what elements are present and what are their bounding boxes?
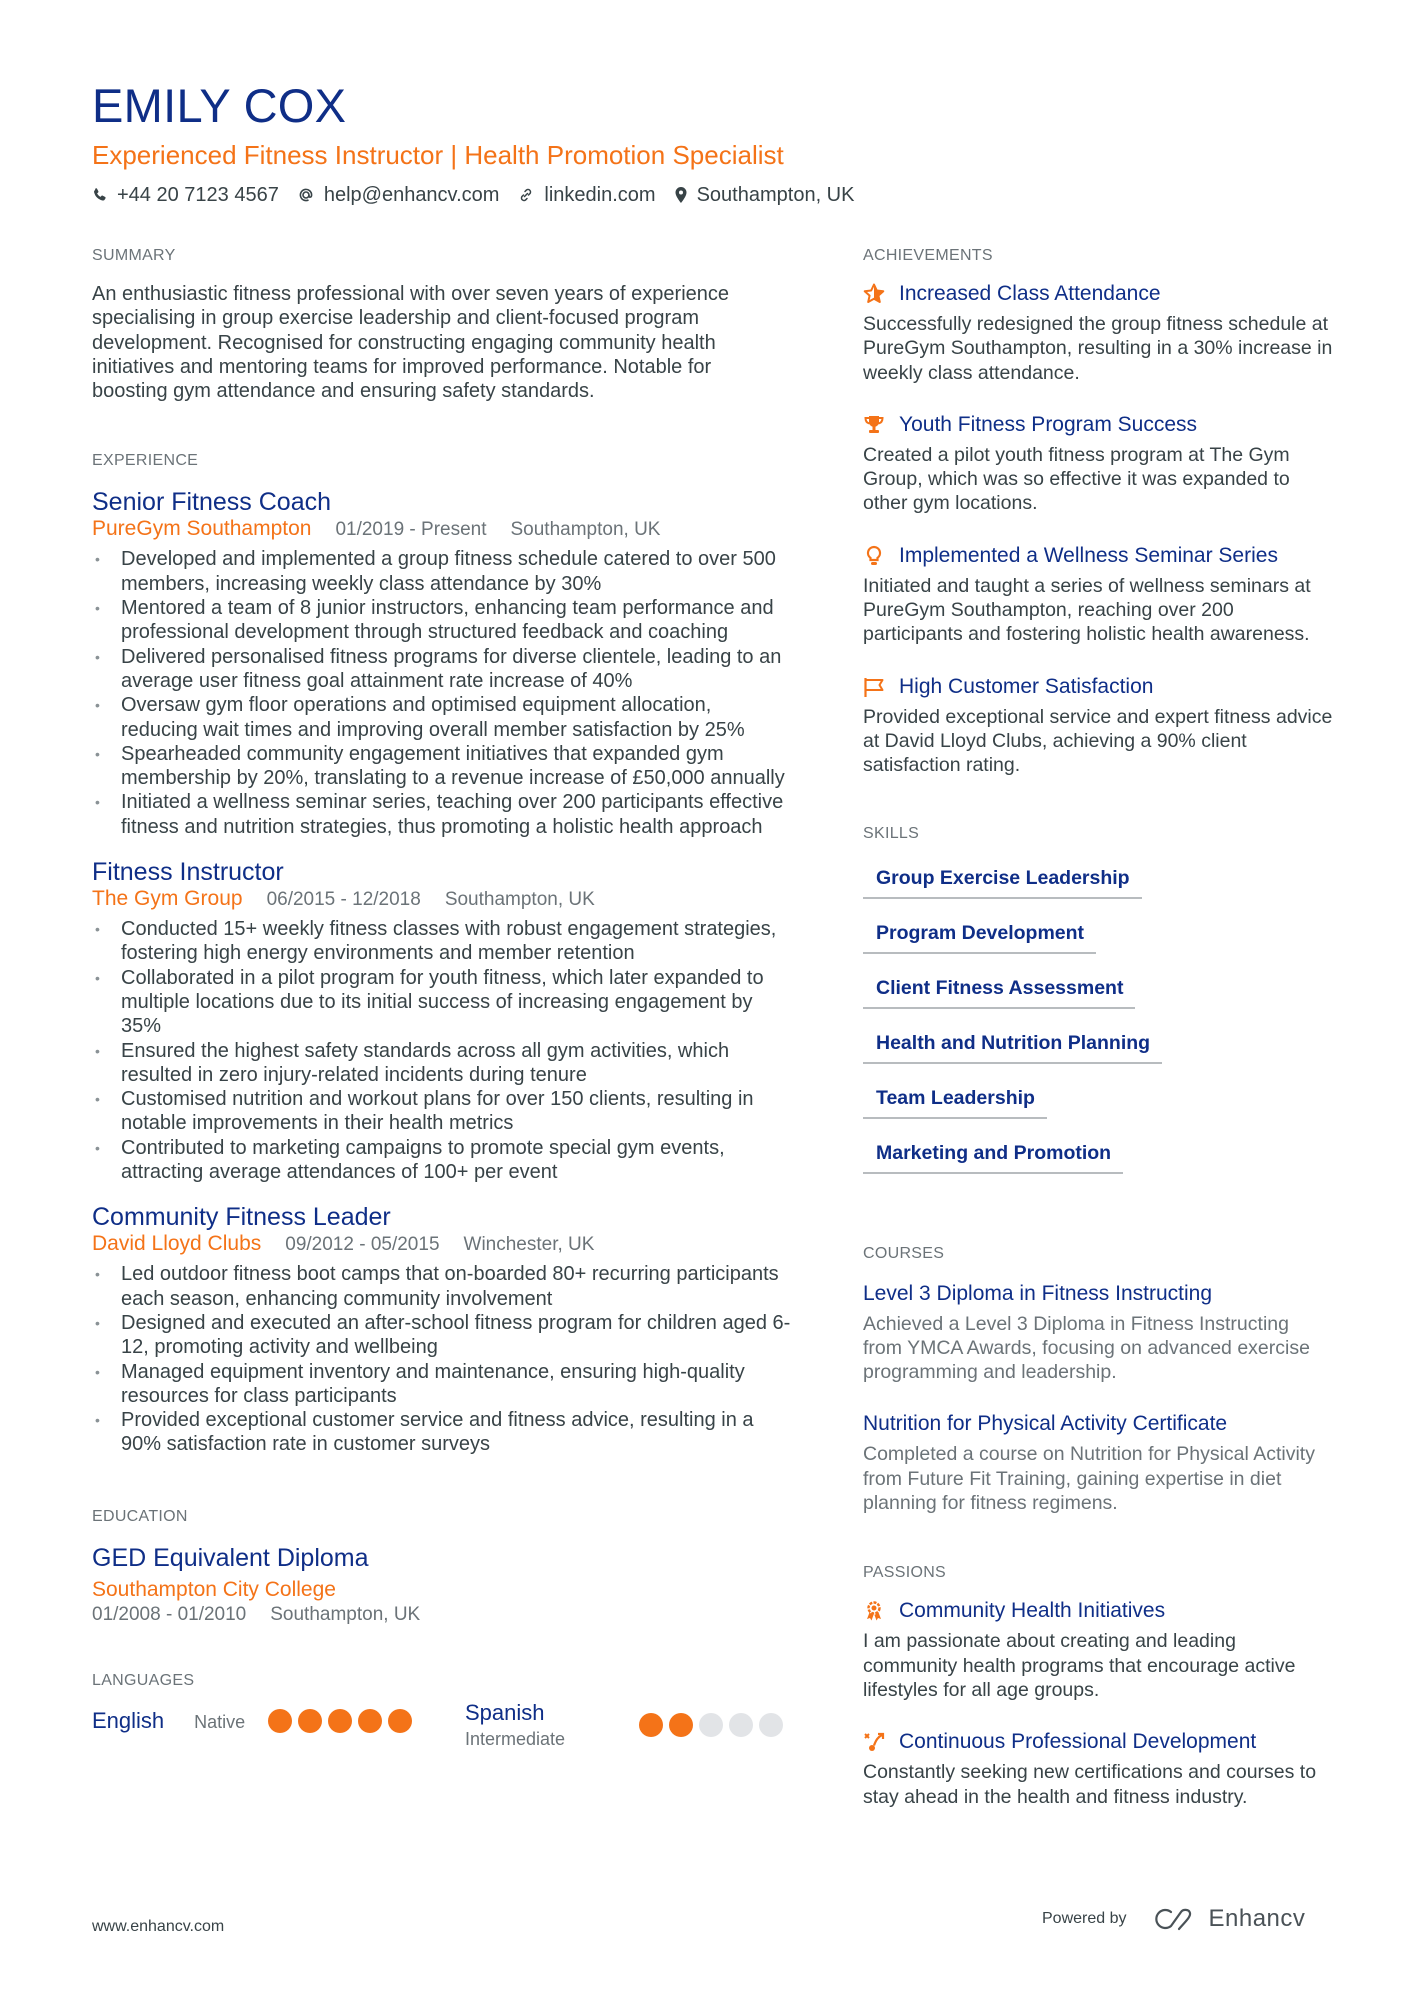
summary-section [92, 246, 792, 403]
rating-dot-filled [328, 1709, 352, 1733]
course-desc: Completed a course on Nutrition for Physical Activity from Future Fit Training, gaining expertise in diet planning for fitness regimens. [863, 1443, 1315, 1515]
languages-section [92, 1671, 792, 1767]
job-title: Fitness Instructor [92, 858, 284, 887]
achievement-desc: Created a pilot youth fitness program at The Gym Group, which was so effective it was expanded to other gym locations. [863, 443, 1290, 515]
achievement-desc: Initiated and taught a series of wellness seminars at PureGym Southampton, reaching over 200 participants and fostering holistic health awareness. [863, 574, 1311, 646]
job-meta [92, 887, 792, 912]
job-company: PureGym Southampton [92, 517, 312, 541]
achievement-item [863, 280, 1333, 385]
contact-email-text: help@enhancv.com [323, 184, 500, 206]
enhancv-logo-icon [1153, 1905, 1199, 1933]
education-section [92, 1507, 792, 1627]
contact-linkedin[interactable] [517, 182, 655, 208]
job-bullet: • Conducted 15+ weekly fitness classes with robust engagement strategies, fostering high energy environments and member retention [92, 917, 792, 966]
skill-tag: Health and Nutrition Planning [863, 1030, 1162, 1064]
passion-desc: I am passionate about creating and leading community health programs that encourage active lifestyles for all age groups. [863, 1630, 1296, 1701]
enhancv-brand-name: Enhancv [1208, 1905, 1306, 1932]
candidate-name: EMILY COX [92, 79, 347, 132]
job-location: Southampton, UK [444, 889, 595, 911]
job-title: Community Fitness Leader [92, 1203, 391, 1232]
section-title-experience: EXPERIENCE [92, 452, 199, 470]
job-bullet: • Designed and executed an after-school fitness program for children aged 6-12, promoting activity and wellbeing [92, 1311, 792, 1360]
language-rating-spanish [639, 1713, 789, 1737]
link-icon [517, 186, 535, 204]
rating-dot-filled [639, 1713, 663, 1737]
section-title-education: EDUCATION [92, 1507, 188, 1525]
passion-item [863, 1728, 1333, 1809]
achievement-desc: Provided exceptional service and expert fitness advice at David Lloyd Clubs, achieving a 90% client satisfaction rating. [863, 705, 1333, 777]
resume-header [92, 78, 1332, 208]
contact-row [92, 182, 1332, 208]
contact-location [674, 182, 855, 208]
job-bullet: • Led outdoor fitness boot camps that on-boarded 80+ recurring participants each season, enhancing community involvement [92, 1262, 792, 1311]
job-title: Senior Fitness Coach [92, 488, 332, 517]
education-meta [92, 1603, 792, 1627]
contact-location-text: Southampton, UK [696, 184, 855, 206]
footer-branding [1042, 1905, 1305, 1933]
job-dates: 01/2019 - Present [335, 519, 487, 541]
achievement-title: Youth Fitness Program Success [899, 412, 1198, 436]
section-title-passions: PASSIONS [863, 1564, 947, 1582]
languages-row [92, 1699, 792, 1767]
job-bullet: • Collaborated in a pilot program for youth fitness, which later expanded to multiple locations due to its initial success of increasing engagement by 35% [92, 966, 792, 1039]
skills-section [863, 824, 1333, 1174]
rating-dot-filled [358, 1709, 382, 1733]
job-meta [92, 1232, 792, 1257]
phone-icon [92, 187, 108, 203]
achievement-title: Implemented a Wellness Seminar Series [899, 543, 1278, 567]
section-title-courses: COURSES [863, 1244, 945, 1262]
job-bullet: • Initiated a wellness seminar series, teaching over 200 participants effective fitness and nutrition strategies, thus promoting a holistic health approach [92, 790, 792, 839]
passion-desc: Constantly seeking new certifications and courses to stay ahead in the health and fitness industry. [863, 1761, 1317, 1808]
course-desc: Achieved a Level 3 Diploma in Fitness Instructing from YMCA Awards, focusing on advanced exercise programming and leadership. [863, 1312, 1310, 1384]
job-entry [92, 1202, 792, 1456]
job-bullet: • Mentored a team of 8 junior instructors, enhancing team performance and professional development through structured feedback and coaching [92, 596, 792, 645]
right-column [863, 246, 1333, 1809]
job-bullet: • Oversaw gym floor operations and optimised equipment allocation, reducing wait times and improving overall member satisfaction by 25% [92, 693, 792, 742]
education-dates: 01/2008 - 01/2010 [92, 1603, 247, 1625]
skill-tag: Team Leadership [863, 1085, 1047, 1119]
section-title-languages: LANGUAGES [92, 1671, 195, 1689]
contact-phone-text: +44 20 7123 4567 [117, 184, 279, 206]
lightbulb-icon [863, 545, 885, 567]
skill-tag: Client Fitness Assessment [863, 975, 1135, 1009]
job-bullets [92, 1262, 792, 1456]
rating-dot-filled [669, 1713, 693, 1737]
achievement-item [863, 411, 1333, 516]
contact-phone[interactable] [92, 182, 279, 208]
section-title-achievements: ACHIEVEMENTS [863, 247, 993, 264]
job-bullet: • Developed and implemented a group fitness schedule catered to over 500 members, increasing weekly class attendance by 30% [92, 547, 792, 596]
courses-section [863, 1244, 1333, 1516]
job-company: David Lloyd Clubs [92, 1232, 262, 1256]
skill-tag: Program Development [863, 920, 1096, 954]
job-entry [92, 857, 792, 1184]
job-bullet: • Delivered personalised fitness programs for diverse clientele, leading to an average user fitness goal attainment rate increase of 40% [92, 645, 792, 694]
course-item [863, 1280, 1333, 1385]
star-icon [863, 283, 885, 305]
job-company: The Gym Group [92, 887, 243, 911]
job-entry [92, 487, 792, 839]
language-english [92, 1707, 245, 1735]
job-location: Winchester, UK [463, 1234, 595, 1256]
location-pin-icon [674, 186, 688, 204]
course-title: Nutrition for Physical Activity Certificate [863, 1412, 1228, 1436]
skill-tag: Marketing and Promotion [863, 1140, 1123, 1174]
achievement-title: Increased Class Attendance [899, 282, 1161, 305]
language-spanish [465, 1699, 565, 1751]
language-level: Intermediate [465, 1728, 566, 1749]
footer-website[interactable]: www.enhancv.com [92, 1918, 225, 1935]
job-bullets [92, 917, 792, 1184]
contact-linkedin-text: linkedin.com [544, 184, 656, 206]
job-bullet: • Customised nutrition and workout plans for over 150 clients, resulting in notable improvements in their health metrics [92, 1087, 792, 1136]
job-bullet: • Ensured the highest safety standards across all gym activities, which resulted in zero injury-related incidents during tenure [92, 1039, 792, 1088]
job-meta [92, 517, 792, 542]
job-dates: 09/2012 - 05/2015 [285, 1234, 440, 1256]
candidate-headline: Experienced Fitness Instructor | Health Promotion Specialist [92, 140, 784, 170]
passions-section [863, 1563, 1333, 1808]
rating-dot-filled [298, 1709, 322, 1733]
achievement-desc: Successfully redesigned the group fitness schedule at PureGym Southampton, resulting in a 30% increase in weekly class attendance. [863, 313, 1333, 384]
flag-icon [863, 676, 885, 698]
experience-section [92, 451, 792, 1456]
passion-item [863, 1597, 1333, 1702]
rating-dot-empty [729, 1713, 753, 1737]
skill-tag: Group Exercise Leadership [863, 865, 1142, 899]
education-degree: GED Equivalent Diploma [92, 1543, 369, 1572]
job-bullet: • Provided exceptional customer service and fitness advice, resulting in a 90% satisfaction rate in customer surveys [92, 1408, 792, 1457]
rating-dot-empty [759, 1713, 783, 1737]
at-icon [297, 186, 315, 204]
section-title-summary: SUMMARY [92, 247, 176, 264]
rating-dot-filled [388, 1709, 412, 1733]
rating-dot-empty [699, 1713, 723, 1737]
strategy-icon [863, 1731, 885, 1753]
summary-text: An enthusiastic fitness professional with over seven years of experience specialising in group exercise leadership and client-focused program development. Recognised for constructing engaging community health initiatives and mentoring teams for improved performance. Notable for boosting gym attendance and ensuring safety standards. [92, 283, 730, 403]
achievement-title: High Customer Satisfaction [899, 674, 1154, 698]
job-location: Southampton, UK [510, 519, 661, 541]
rating-dot-filled [268, 1709, 292, 1733]
job-dates: 06/2015 - 12/2018 [266, 889, 421, 911]
achievement-item [863, 673, 1333, 778]
job-bullet: • Spearheaded community engagement initiatives that expanded gym membership by 20%, translating to a revenue increase of £50,000 annually [92, 742, 792, 791]
medal-icon [863, 1600, 885, 1622]
contact-email[interactable] [297, 182, 500, 208]
language-rating-english [268, 1709, 418, 1733]
left-column [92, 246, 792, 1767]
achievement-item [863, 542, 1333, 647]
language-name: English [92, 1707, 165, 1733]
job-bullet: • Managed equipment inventory and maintenance, ensuring high-quality resources for class participants [92, 1360, 792, 1409]
passion-title: Community Health Initiatives [899, 1599, 1166, 1623]
course-item [863, 1410, 1333, 1515]
language-name: Spanish [465, 1699, 545, 1725]
job-bullet: • Contributed to marketing campaigns to promote special gym events, attracting average attendances of 100+ per event [92, 1136, 792, 1185]
trophy-icon [863, 414, 885, 436]
education-location: Southampton, UK [270, 1603, 421, 1625]
achievements-section [863, 246, 1333, 778]
language-level: Native [194, 1711, 246, 1732]
job-bullets [92, 547, 792, 839]
course-title: Level 3 Diploma in Fitness Instructing [863, 1281, 1212, 1305]
powered-by-label: Powered by [1042, 1910, 1127, 1927]
passion-title: Continuous Professional Development [899, 1730, 1257, 1754]
education-school: Southampton City College [92, 1577, 336, 1601]
section-title-skills: SKILLS [863, 824, 920, 842]
